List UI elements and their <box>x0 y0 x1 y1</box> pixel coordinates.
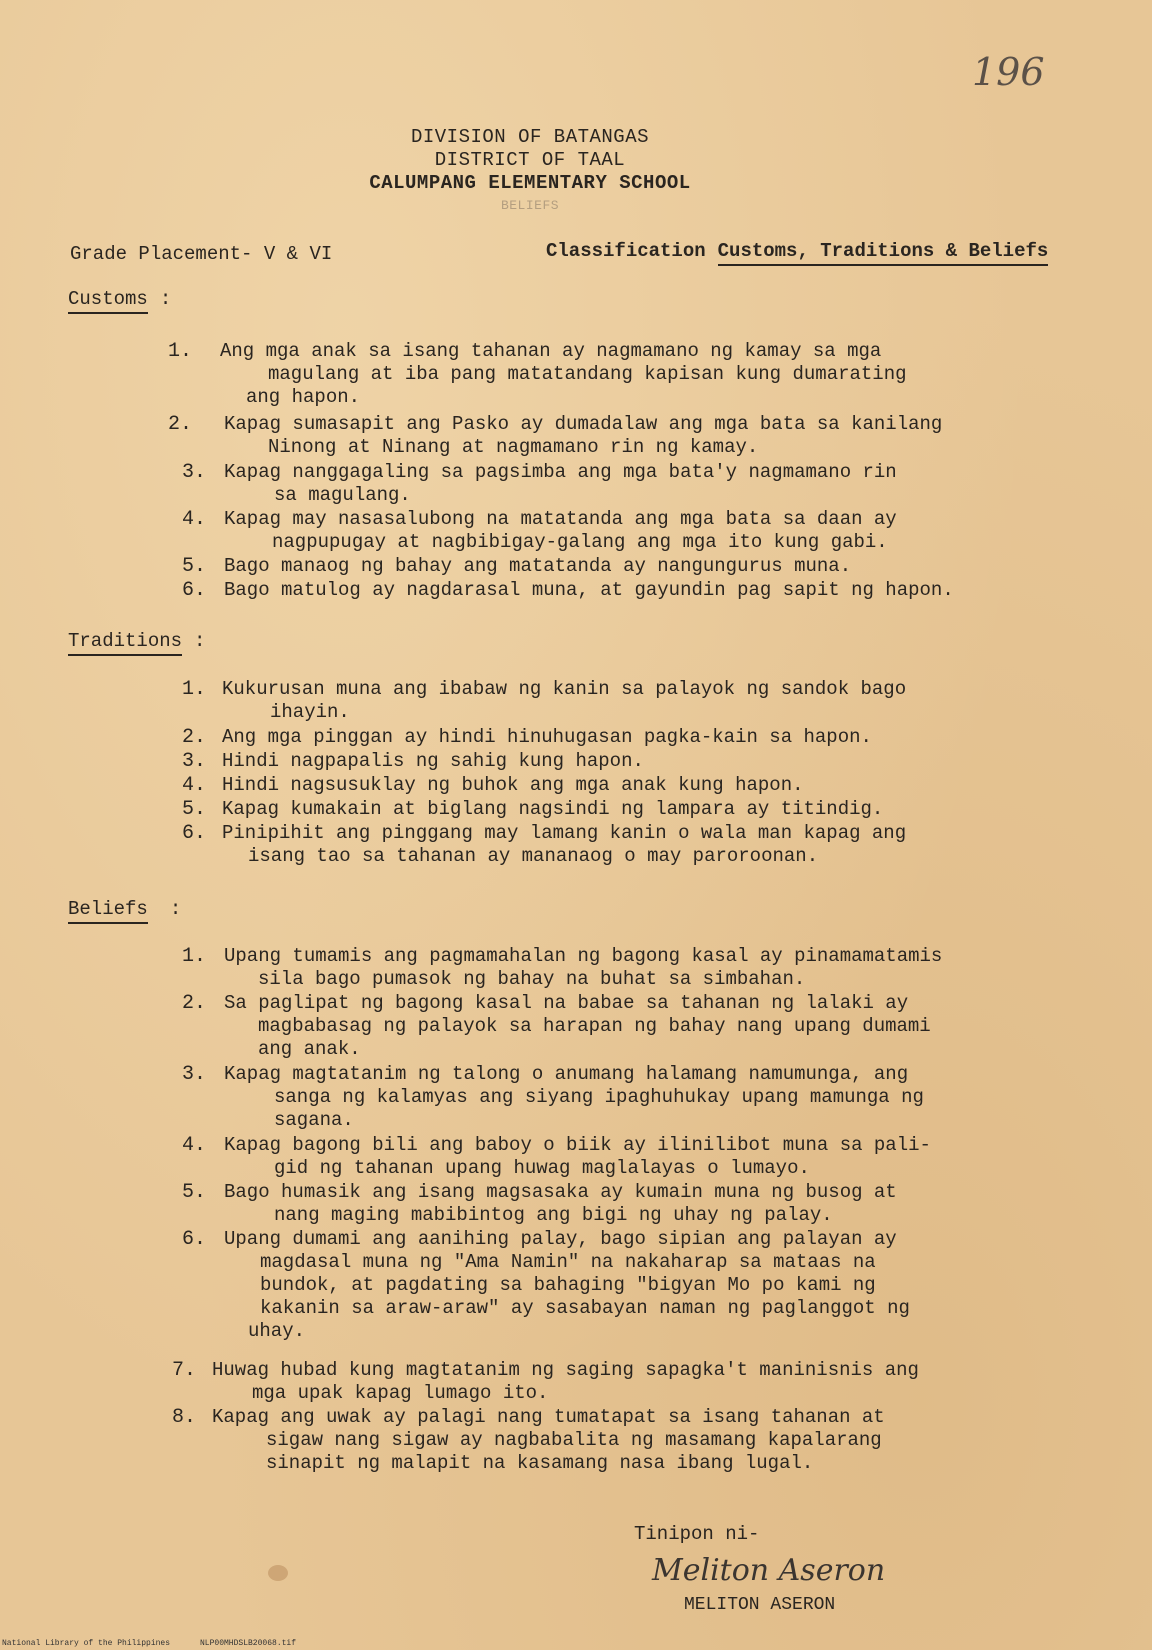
page-number: 196 <box>972 50 1045 94</box>
footer-institution: National Library of the Philippines <box>2 1639 171 1648</box>
signature: Meliton Aseron <box>652 1553 886 1588</box>
header-district: DISTRICT OF TAAL <box>434 149 626 171</box>
section-title-customs: Customs : <box>68 288 171 310</box>
classification-value: Customs, Traditions & Beliefs <box>718 240 1049 266</box>
section-title-traditions: Traditions : <box>68 630 205 652</box>
signature-name: MELITON ASERON <box>684 1595 836 1615</box>
section-title-beliefs: Beliefs : <box>68 898 181 920</box>
paper-stain <box>268 1565 288 1581</box>
header-subtitle: BELIEFS <box>500 198 560 213</box>
footer-file-id: NLP00MHDSLB20068.tif <box>200 1639 297 1648</box>
header-division: DIVISION OF BATANGAS <box>410 126 650 148</box>
signature-label: Tinipon ni- <box>634 1523 760 1545</box>
grade-placement: Grade Placement- V & VI <box>70 243 333 265</box>
document-page: 196 DIVISION OF BATANGAS DISTRICT OF TAAL CALUMPANG ELEMENTARY SCHOOL BELIEFS Grade Placement- V & VI Classification Customs, Traditions & Beliefs Customs : 1. Ang mga anak sa isang tahanan ay nagmamano ng kamay sa mga magulang at iba pang matatandang kapisan kung dumarating ang hapon. 2. Kapag sumasapit ang Pasko ay dumadalaw ang mga bata sa kanilang Ninong at Ninang at nagmamano rin ng kamay. 3. Kapag nanggagaling sa pagsimba ang mga bata'y nagmamano rin sa magulang. 4. Kapag may nasasalubong na matatanda ang mga bata sa daan ay nagpupugay at nagbibigay-galang ang mga ito kung gabi. 5. Bago manaog ng bahay ang matatanda ay nangungurus muna. 6. Bago matulog ay nagdarasal muna, at gayundin pag sapit ng hapon. Traditions : 1. Kukurusan muna ang ibabaw ng kanin sa palayok ng sandok bago ihayin. 2. Ang mga pinggan ay hindi hinuhugasan pagka-kain sa hapon. 3. Hindi nagpapalis ng sahig kung hapon. 4. Hindi nagsusuklay ng buhok ang mga anak kung hapon. 5. Kapag kumakain at biglang nagsindi ng lampara ay titindig. 6. Pinipihit ang pinggang may lamang kanin o wala man kapag ang isang tao sa tahanan ay mananaog o may paroroonan. Beliefs : 1. Upang tumamis ang pagmamahalan ng bagong kasal ay pinamamatamis sila bago pumasok ng bahay na buhat sa simbahan. 2. Sa paglipat ng bagong kasal na babae sa tahanan ng lalaki ay magbabasag ng palayok sa harapan ng bahay nang upang dumami ang anak. 3. Kapag magtatanim ng talong o anumang halamang namumunga, ang sanga ng kalamyas ang siyang ipaghuhukay upang mamunga ng sagana. 4. Kapag bagong bili ang baboy o biik ay ilinilibot muna sa pali- gid ng tahanan upang huwag maglalayas o lumayo. 5. Bago humasik ang isang magsasaka ay kumain muna ng busog at nang maging mabibintog ang bigi ng uhay ng palay. 6. Upang dumami ang aanihing palay, bago sipian ang palayan ay magdasal muna ng "Ama Namin" na nakaharap sa mataas na bundok, at pagdating sa bahaging "bigyan Mo po kami ng kakanin sa araw-araw" ay sasabayan naman ng paglanggot ng uhay. 7. Huwag hubad kung magtatanim ng saging sapagka't maninisnis ang mga upak kapag lumago ito. 8. Kapag ang uwak ay palagi nang tumatapat sa isang tahanan at sigaw nang sigaw ay nagbabalita ng masamang kapalarang sinapit ng malapit na kasamang nasa ibang lugal. Tinipon ni- Meliton Aseron MELITON ASERON National Library of the Philippines NLP00MHDSLB20068.tif <box>0 0 1152 1650</box>
header-school: CALUMPANG ELEMENTARY SCHOOL <box>369 172 691 194</box>
classification <box>546 240 1048 266</box>
classification-label: Classification <box>546 240 706 262</box>
